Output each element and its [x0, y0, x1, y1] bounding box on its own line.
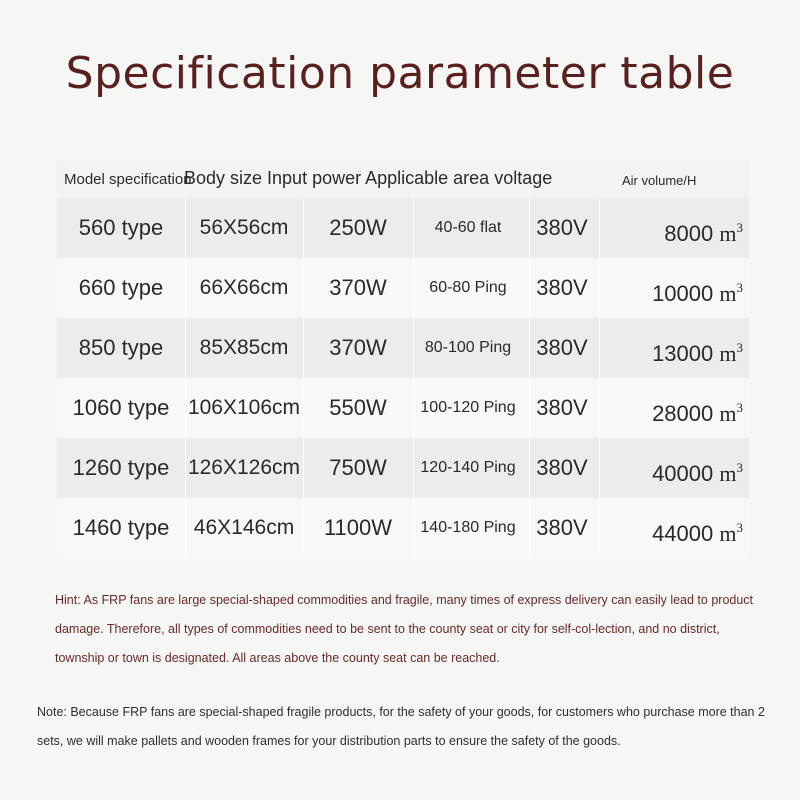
cell-model: 1260 type: [72, 455, 170, 480]
cubic-meter-unit: $m^3$: [719, 520, 743, 546]
column-divider: [303, 198, 304, 558]
column-divider: [413, 198, 414, 558]
cell-body-size: 46X146cm: [193, 516, 295, 539]
cell-input-power: 550W: [329, 395, 387, 420]
cell-model: 1460 type: [72, 515, 170, 540]
air-volume-value: 8000: [664, 221, 714, 246]
air-volume-value: 40000: [652, 461, 714, 486]
cell-air-volume: [613, 378, 743, 438]
cell-applicable-area: 120-140 Ping: [420, 459, 516, 476]
cubic-meter-unit: $m^3$: [719, 280, 743, 306]
cell-body-size: 85X85cm: [199, 336, 289, 359]
spec-table: [57, 160, 749, 558]
cell-voltage: 380V: [536, 275, 588, 300]
cell-input-power: 750W: [329, 455, 387, 480]
cell-applicable-area: 80-100 Ping: [424, 339, 512, 356]
cell-body-size: 126X126cm: [187, 456, 301, 479]
cell-air-volume: [613, 198, 743, 258]
cubic-meter-unit: $m^3$: [719, 340, 743, 366]
cell-voltage: 380V: [536, 215, 588, 240]
cell-input-power: 370W: [329, 335, 387, 360]
cell-model: 660 type: [78, 275, 164, 300]
cell-applicable-area: 100-120 Ping: [420, 399, 516, 416]
header-main-columns: Body size Input power Applicable area voltage: [184, 168, 553, 188]
cell-model: 850 type: [78, 335, 164, 360]
air-volume-value: 13000: [652, 341, 714, 366]
note-paragraph: Note: Because FRP fans are special-shaped fragile products, for the safety of your goods, for customers who purchase more than 2 sets, we will make pallets and wooden frames for your distribution parts to ensure the safety of the goods.: [37, 705, 765, 748]
column-divider: [529, 198, 530, 558]
cell-air-volume: [613, 258, 743, 318]
cubic-meter-unit: $m^3$: [719, 400, 743, 426]
air-volume-value: 28000: [652, 401, 714, 426]
page-title: Specification parameter table: [65, 48, 735, 99]
cell-body-size: 56X56cm: [199, 216, 289, 239]
cell-input-power: 1100W: [323, 515, 393, 540]
cell-voltage: 380V: [536, 515, 588, 540]
cell-applicable-area: 40-60 flat: [434, 219, 502, 236]
table-header-row: [57, 160, 749, 198]
cell-air-volume: [613, 438, 743, 498]
cell-voltage: 380V: [536, 455, 588, 480]
header-air-volume: Air volume/H: [622, 173, 697, 188]
cell-input-power: 370W: [329, 275, 387, 300]
cell-voltage: 380V: [536, 395, 588, 420]
table-row: [57, 438, 749, 498]
table-row: [57, 318, 749, 378]
cell-input-power: 250W: [329, 215, 387, 240]
cell-body-size: 66X66cm: [199, 276, 289, 299]
cell-air-volume: [613, 318, 743, 378]
table-row: [57, 378, 749, 438]
column-divider: [599, 198, 600, 558]
cell-air-volume: [613, 498, 743, 558]
air-volume-value: 44000: [652, 521, 714, 546]
cell-applicable-area: 60-80 Ping: [429, 279, 507, 296]
column-divider: [185, 198, 186, 558]
hint-paragraph: Hint: As FRP fans are large special-shaped commodities and fragile, many times of express delivery can easily lead to product damage. Therefore, all types of commodities need to be sent to the county seat or city for self-col-lection, and no district, township or town is designated. All areas above the county seat can be reached.: [55, 593, 754, 665]
cell-body-size: 106X106cm: [187, 396, 301, 419]
table-row: [57, 498, 749, 558]
header-model-specification: Model specification: [64, 171, 192, 188]
table-row: [57, 258, 749, 318]
cell-model: 1060 type: [72, 395, 170, 420]
cell-voltage: 380V: [536, 335, 588, 360]
air-volume-value: 10000: [652, 281, 714, 306]
table-row: [57, 198, 749, 258]
cell-applicable-area: 140-180 Ping: [420, 519, 516, 536]
cubic-meter-unit: $m^3$: [719, 220, 743, 246]
cell-model: 560 type: [78, 215, 164, 240]
cubic-meter-unit: $m^3$: [719, 460, 743, 486]
